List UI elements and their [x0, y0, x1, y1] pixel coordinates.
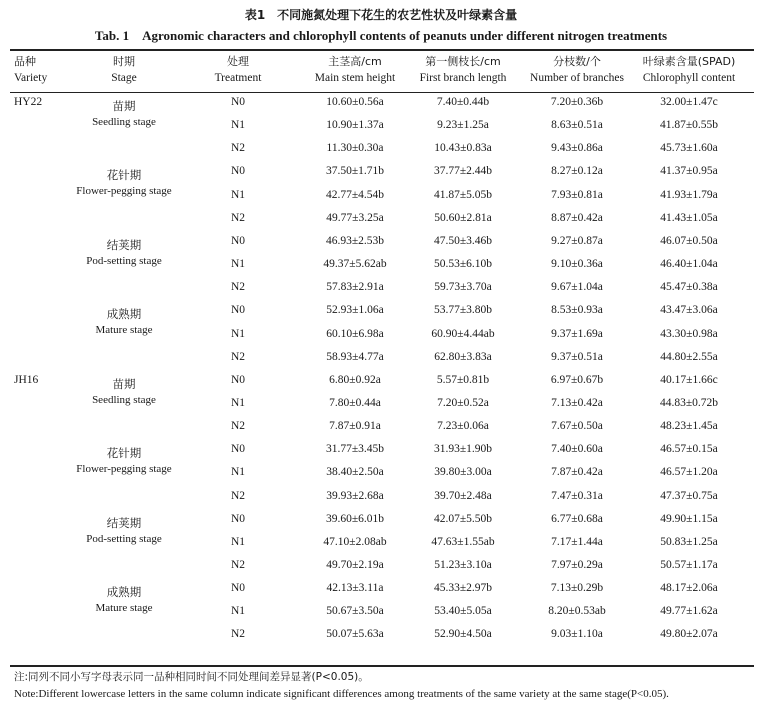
cell-chlorophyll: 46.07±0.50a: [660, 234, 718, 247]
cell-first-branch-length: 62.80±3.83a: [434, 350, 492, 363]
cell-chlorophyll: 41.93±1.79a: [660, 188, 718, 201]
cell-main-stem-height: 60.10±6.98a: [326, 327, 384, 340]
footnote-cn: 注:同列不同小写字母表示同一品种相同时间不同处理间差异显著(P<0.05)。: [14, 671, 369, 683]
stage-label: 花针期 Flower-pegging stage: [76, 446, 172, 476]
cell-branch-number: 9.43±0.86a: [551, 142, 603, 155]
cell-treatment: N2: [230, 420, 246, 433]
cell-branch-number: 7.40±0.60a: [551, 443, 603, 456]
cell-first-branch-length: 60.90±4.44ab: [431, 327, 495, 340]
cell-main-stem-height: 52.93±1.06a: [326, 304, 384, 317]
cell-chlorophyll: 41.37±0.95a: [660, 165, 718, 178]
cell-main-stem-height: 31.77±3.45b: [325, 443, 385, 456]
stage-label: 成熟期 Mature stage: [95, 307, 153, 337]
cell-treatment: N0: [230, 443, 246, 456]
cell-chlorophyll: 50.83±1.25a: [660, 535, 718, 548]
cell-first-branch-length: 7.23±0.06a: [437, 420, 489, 433]
cell-treatment: N1: [230, 188, 246, 201]
cell-chlorophyll: 47.37±0.75a: [660, 489, 718, 502]
cell-first-branch-length: 51.23±3.10a: [434, 559, 492, 571]
stage-label: 结荚期 Pod-setting stage: [86, 237, 162, 267]
cell-branch-number: 9.10±0.36a: [551, 258, 603, 271]
cell-treatment: N0: [230, 304, 246, 317]
cell-first-branch-length: 31.93±1.90b: [433, 443, 493, 456]
cell-chlorophyll: 41.87±0.55b: [659, 119, 719, 132]
cell-treatment: N0: [230, 165, 246, 178]
cell-branch-number: 7.20±0.36b: [550, 96, 604, 108]
cell-main-stem-height: 50.67±3.50a: [326, 605, 384, 618]
cell-treatment: N1: [230, 466, 246, 479]
variety-label: JH16: [14, 373, 39, 386]
cell-treatment: N2: [230, 211, 246, 224]
cell-main-stem-height: 57.83±2.91a: [326, 281, 384, 294]
cell-first-branch-length: 59.73±3.70a: [434, 281, 492, 294]
cell-chlorophyll: 43.30±0.98a: [660, 327, 718, 340]
cell-branch-number: 8.63±0.51a: [551, 119, 603, 132]
cell-chlorophyll: 46.40±1.04a: [660, 258, 718, 271]
cell-chlorophyll: 48.17±2.06a: [660, 582, 718, 595]
cell-chlorophyll: 45.73±1.60a: [660, 142, 718, 155]
header-main-stem-height: 主茎高/cm Main stem height: [314, 55, 396, 84]
cell-main-stem-height: 7.87±0.91a: [329, 420, 381, 433]
cell-treatment: N1: [230, 605, 246, 618]
cell-branch-number: 6.77±0.68a: [551, 512, 603, 525]
cell-chlorophyll: 49.90±1.15a: [660, 512, 718, 525]
cell-branch-number: 9.27±0.87a: [551, 234, 603, 247]
cell-branch-number: 9.37±0.51a: [551, 350, 603, 363]
cell-branch-number: 7.93±0.81a: [551, 188, 603, 201]
cell-main-stem-height: 49.77±3.25a: [326, 211, 384, 224]
cell-branch-number: 7.17±1.44a: [551, 535, 603, 548]
cell-treatment: N1: [230, 119, 246, 132]
cell-branch-number: 8.20±0.53ab: [548, 605, 606, 618]
cell-first-branch-length: 10.43±0.83a: [434, 142, 492, 155]
cell-treatment: N0: [230, 96, 246, 108]
header-branch-number: 分枝数/个 Number of branches: [530, 55, 624, 84]
cell-treatment: N2: [230, 281, 246, 294]
cell-first-branch-length: 42.07±5.50b: [433, 512, 493, 525]
cell-branch-number: 8.87±0.42a: [551, 211, 603, 224]
table-title-cn: 表1 不同施氮处理下花生的农艺性状及叶绿素含量: [244, 8, 518, 22]
cell-chlorophyll: 41.43±1.05a: [660, 211, 718, 224]
stage-label: 花针期 Flower-pegging stage: [76, 168, 172, 198]
stage-label: 苗期 Seedling stage: [92, 376, 156, 406]
cell-main-stem-height: 39.60±6.01b: [325, 512, 385, 525]
cell-treatment: N2: [230, 559, 246, 571]
cell-first-branch-length: 39.70±2.48a: [434, 489, 492, 502]
header-stage: 时期 Stage: [111, 55, 137, 84]
cell-main-stem-height: 50.07±5.63a: [326, 628, 384, 641]
cell-treatment: N1: [230, 258, 246, 271]
cell-first-branch-length: 50.53±6.10b: [433, 258, 493, 271]
cell-first-branch-length: 9.23±1.25a: [437, 119, 489, 132]
cell-branch-number: 8.27±0.12a: [551, 165, 603, 178]
cell-treatment: N2: [230, 628, 246, 641]
cell-first-branch-length: 45.33±2.97b: [433, 582, 493, 595]
cell-branch-number: 7.87±0.42a: [551, 466, 603, 479]
cell-branch-number: 7.13±0.42a: [551, 396, 603, 409]
stage-label: 成熟期 Mature stage: [95, 585, 153, 615]
table-title-en: Tab. 1 Agronomic characters and chlorophyll contents of peanuts under different nitrogen treatments: [94, 28, 668, 43]
cell-treatment: N0: [230, 373, 246, 386]
cell-chlorophyll: 40.17±1.66c: [660, 373, 718, 386]
cell-branch-number: 7.47±0.31a: [551, 489, 603, 502]
cell-branch-number: 9.03±1.10a: [551, 628, 603, 641]
cell-main-stem-height: 47.10±2.08ab: [323, 535, 387, 548]
cell-branch-number: 7.97±0.29a: [551, 559, 603, 571]
cell-treatment: N2: [230, 350, 246, 363]
footnote-en: Note:Different lowercase letters in the same column indicate significant differences among treatments of the same variety at the same stage(P<0.05).: [14, 688, 669, 700]
cell-main-stem-height: 11.30±0.30a: [326, 142, 384, 155]
cell-first-branch-length: 47.63±1.55ab: [431, 535, 495, 548]
cell-treatment: N0: [230, 582, 246, 595]
cell-chlorophyll: 49.80±2.07a: [660, 628, 718, 641]
cell-first-branch-length: 39.80±3.00a: [434, 466, 492, 479]
header-first-branch-length: 第一侧枝长/cm First branch length: [419, 55, 507, 84]
cell-main-stem-height: 10.60±0.56a: [326, 96, 384, 108]
cell-first-branch-length: 52.90±4.50a: [434, 628, 492, 641]
top-rule: [10, 49, 754, 51]
cell-chlorophyll: 48.23±1.45a: [660, 420, 718, 433]
cell-main-stem-height: 49.37±5.62ab: [323, 258, 387, 271]
cell-chlorophyll: 46.57±1.20a: [660, 466, 718, 479]
cell-first-branch-length: 41.87±5.05b: [433, 188, 493, 201]
cell-main-stem-height: 6.80±0.92a: [329, 373, 381, 386]
cell-treatment: N1: [230, 535, 246, 548]
header-variety: 品种 Variety: [14, 55, 48, 84]
cell-first-branch-length: 50.60±2.81a: [434, 211, 492, 224]
cell-main-stem-height: 46.93±2.53b: [325, 234, 385, 247]
cell-first-branch-length: 53.40±5.05a: [434, 605, 492, 618]
cell-main-stem-height: 42.77±4.54b: [325, 188, 385, 201]
cell-main-stem-height: 10.90±1.37a: [326, 119, 384, 132]
cell-first-branch-length: 7.40±0.44b: [436, 96, 490, 108]
cell-main-stem-height: 7.80±0.44a: [329, 396, 381, 409]
cell-treatment: N0: [230, 512, 246, 525]
cell-branch-number: 7.67±0.50a: [551, 420, 603, 433]
stage-label: 结荚期 Pod-setting stage: [86, 515, 162, 545]
cell-chlorophyll: 45.47±0.38a: [660, 281, 718, 294]
cell-treatment: N1: [230, 396, 246, 409]
cell-treatment: N2: [230, 142, 246, 155]
cell-branch-number: 7.13±0.29b: [550, 582, 604, 595]
cell-main-stem-height: 58.93±4.77a: [326, 350, 384, 363]
cell-chlorophyll: 49.77±1.62a: [660, 605, 718, 618]
cell-branch-number: 8.53±0.93a: [551, 304, 603, 317]
cell-branch-number: 9.67±1.04a: [551, 281, 603, 294]
cell-first-branch-length: 5.57±0.81b: [436, 373, 490, 386]
header-chlorophyll: 叶绿素含量(SPAD) Chlorophyll content: [642, 55, 736, 84]
cell-main-stem-height: 49.70±2.19a: [326, 559, 384, 571]
variety-label: HY22: [14, 96, 43, 108]
cell-treatment: N0: [230, 234, 246, 247]
cell-treatment: N1: [230, 327, 246, 340]
cell-main-stem-height: 38.40±2.50a: [326, 466, 384, 479]
cell-chlorophyll: 32.00±1.47c: [660, 96, 718, 108]
cell-chlorophyll: 50.57±1.17a: [660, 559, 718, 571]
cell-chlorophyll: 46.57±0.15a: [660, 443, 718, 456]
cell-first-branch-length: 47.50±3.46b: [433, 234, 493, 247]
header-rule: [10, 92, 754, 93]
stage-label: 苗期 Seedling stage: [92, 99, 156, 128]
cell-branch-number: 6.97±0.67b: [550, 373, 604, 386]
cell-first-branch-length: 53.77±3.80b: [433, 304, 493, 317]
cell-branch-number: 9.37±1.69a: [551, 327, 603, 340]
cell-chlorophyll: 44.83±0.72b: [659, 396, 719, 409]
header-treatment: 处理 Treatment: [214, 55, 262, 84]
cell-first-branch-length: 37.77±2.44b: [433, 165, 493, 178]
cell-chlorophyll: 43.47±3.06a: [660, 304, 718, 317]
cell-first-branch-length: 7.20±0.52a: [437, 396, 489, 409]
cell-treatment: N2: [230, 489, 246, 502]
cell-chlorophyll: 44.80±2.55a: [660, 350, 718, 363]
cell-main-stem-height: 37.50±1.71b: [325, 165, 385, 178]
cell-main-stem-height: 42.13±3.11a: [326, 582, 384, 595]
cell-main-stem-height: 39.93±2.68a: [326, 489, 384, 502]
bottom-rule: [10, 665, 754, 667]
